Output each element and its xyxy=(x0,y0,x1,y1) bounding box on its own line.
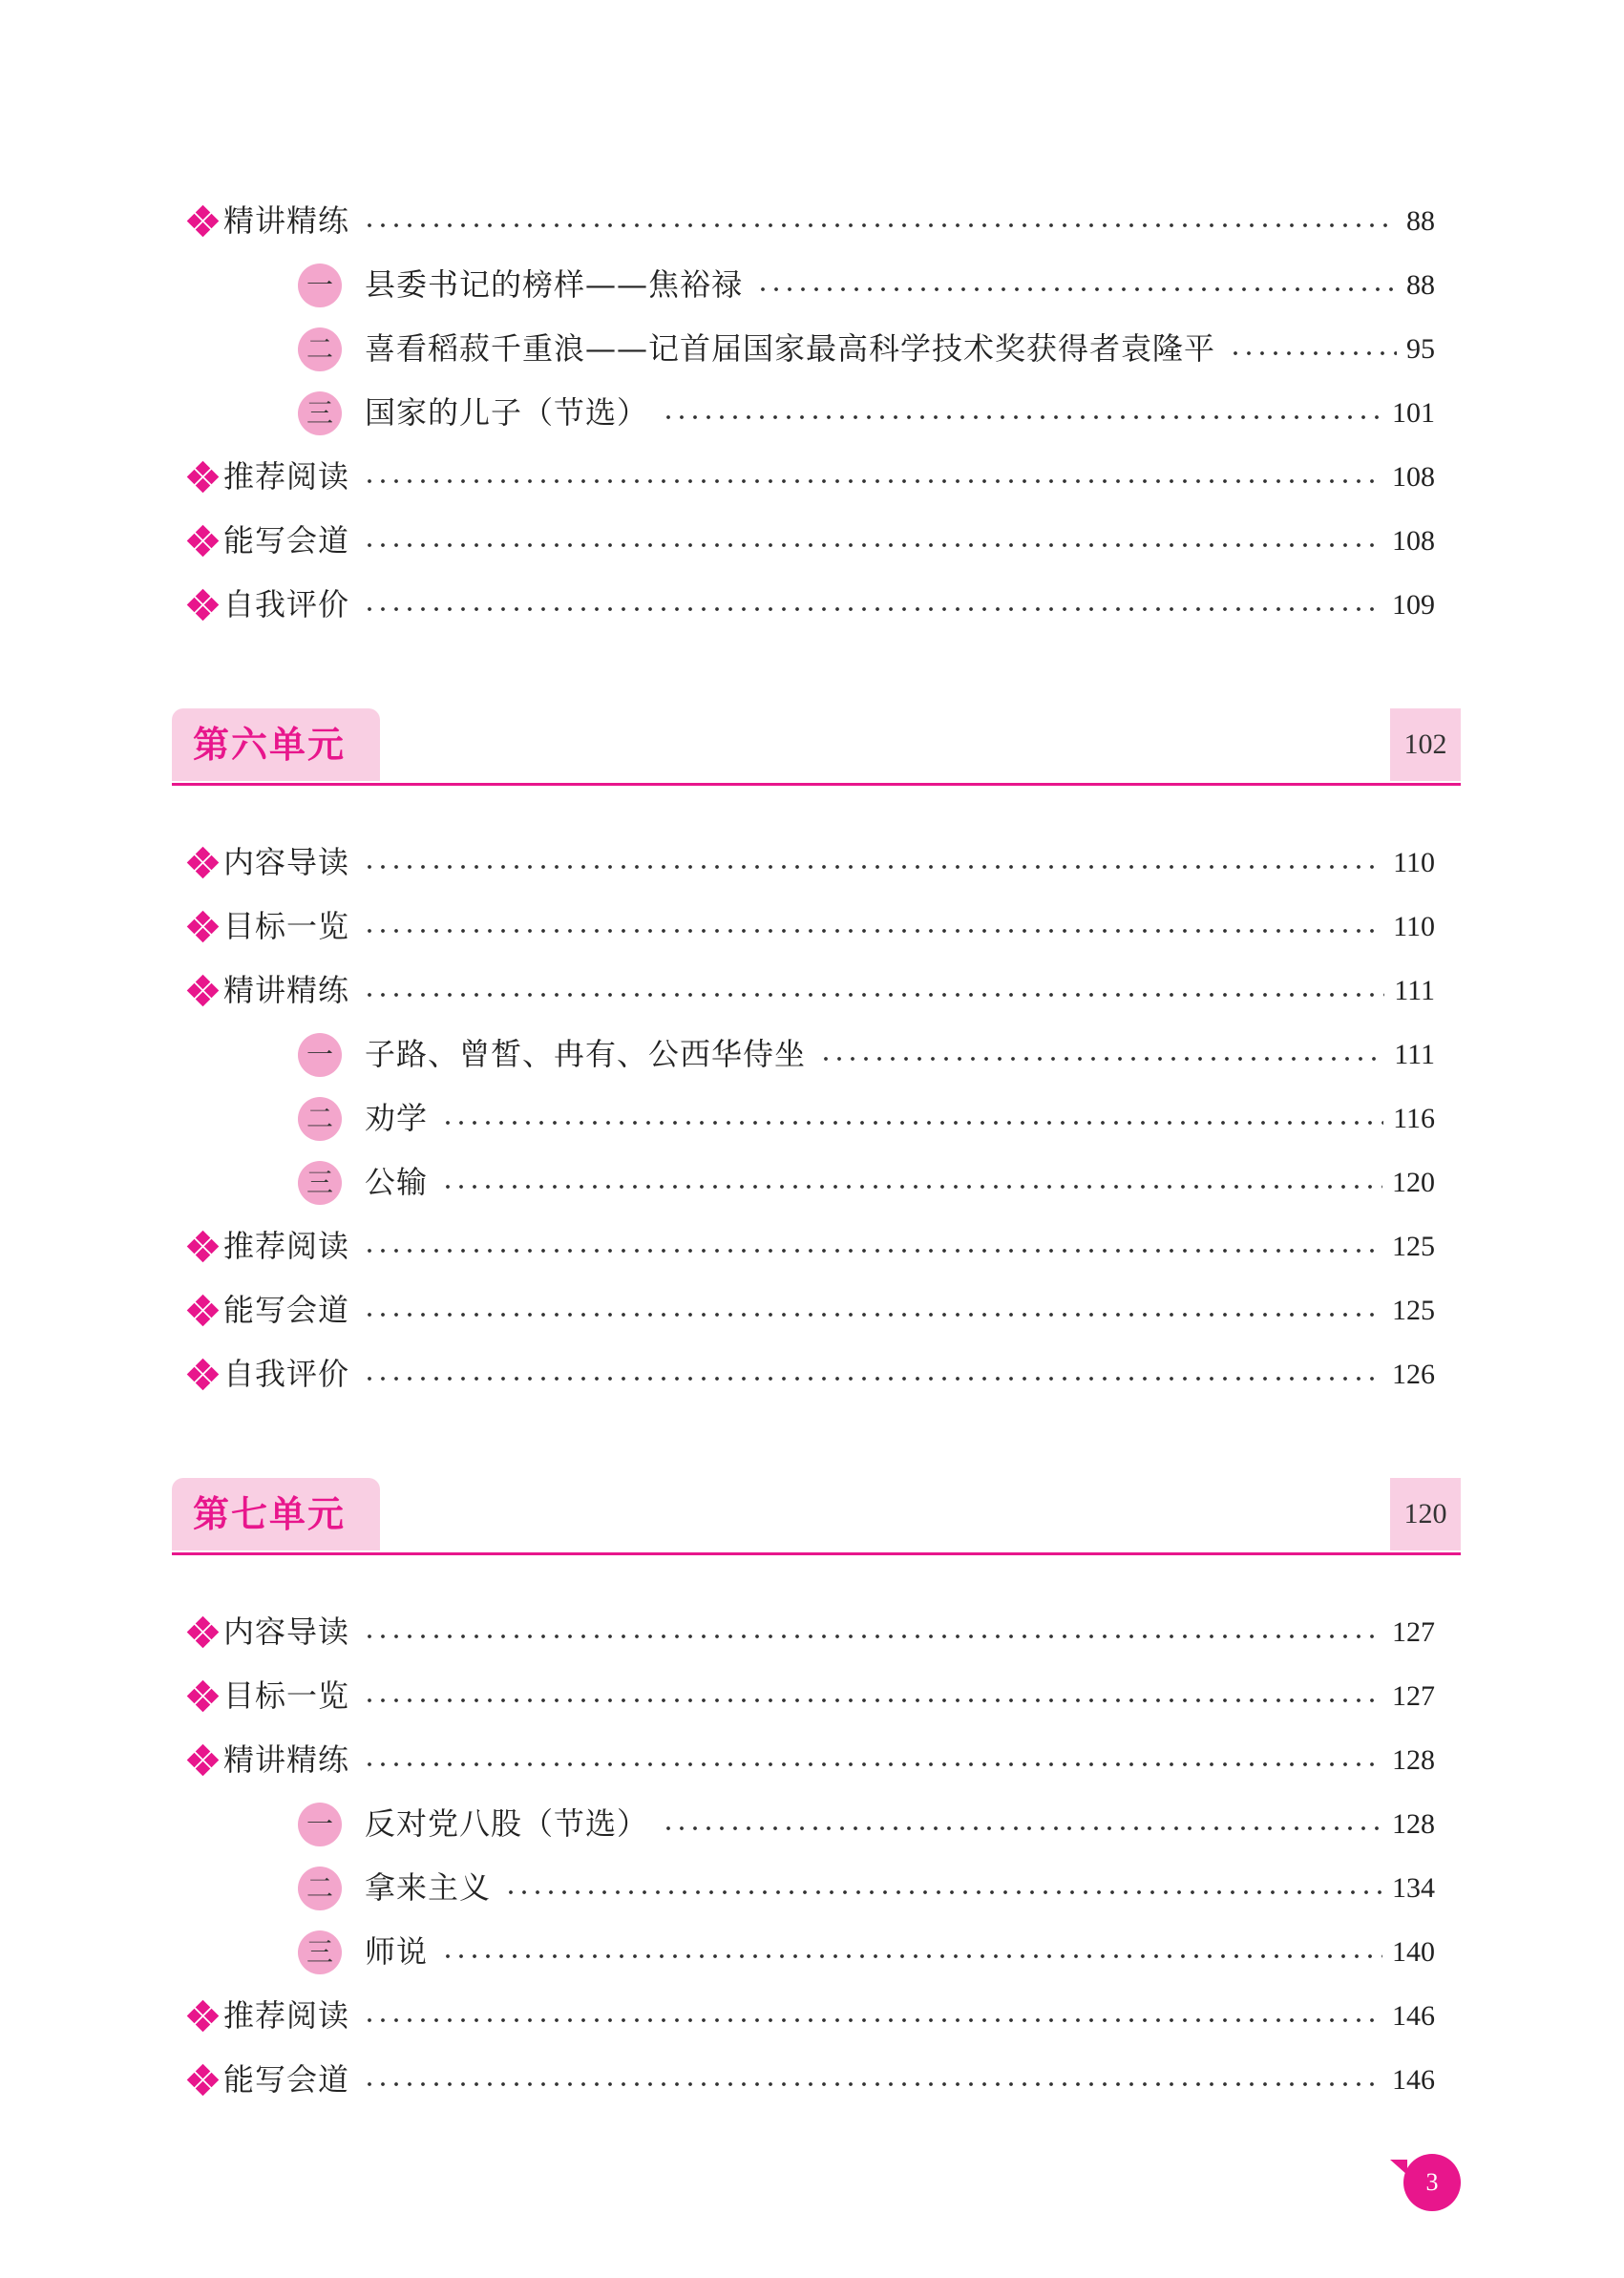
toc-entry-page: 108 xyxy=(1392,461,1435,493)
toc-entry-page: 127 xyxy=(1392,1616,1435,1648)
toc-entry-title: 目标一览 xyxy=(223,1677,350,1714)
dot-leader xyxy=(441,1952,1382,1960)
lesson-number-circle: 二 xyxy=(298,1097,342,1141)
toc-entry-page: 120 xyxy=(1392,1167,1435,1198)
dot-leader xyxy=(363,1375,1382,1382)
toc-entry-title: 能写会道 xyxy=(223,1292,350,1328)
lesson-number-circle: 三 xyxy=(298,1161,342,1205)
toc-entry-page: 111 xyxy=(1394,1039,1435,1070)
dot-leader xyxy=(819,1055,1384,1063)
dot-leader xyxy=(363,2080,1382,2088)
diamond-bullet-icon xyxy=(187,975,220,1007)
toc-entry-page: 95 xyxy=(1406,333,1435,365)
toc-entry-page: 101 xyxy=(1392,397,1435,429)
toc-entry[interactable] xyxy=(0,1150,1435,1214)
diamond-bullet-icon xyxy=(187,2064,220,2097)
toc-section-unit6 xyxy=(0,831,1624,1406)
diamond-bullet-icon xyxy=(187,911,220,943)
toc-entry-title: 县委书记的榜样——焦裕禄 xyxy=(365,266,744,303)
toc-entry-title: 能写会道 xyxy=(223,522,350,559)
toc-entry[interactable] xyxy=(0,1792,1435,1856)
dot-leader xyxy=(504,1888,1382,1896)
toc-entry-page: 126 xyxy=(1392,1359,1435,1390)
toc-entry-page: 128 xyxy=(1392,1808,1435,1840)
toc-entry[interactable] xyxy=(0,1856,1435,1920)
dot-leader xyxy=(363,1697,1382,1704)
dot-leader xyxy=(363,1247,1382,1255)
toc-entry-page: 111 xyxy=(1394,975,1435,1006)
toc-list xyxy=(0,1600,1624,2112)
diamond-bullet-icon xyxy=(187,1295,220,1327)
toc-entry-page: 146 xyxy=(1392,2064,1435,2096)
unit-page-number: 102 xyxy=(1403,728,1447,760)
toc-entry[interactable] xyxy=(0,381,1435,445)
toc-entry-title: 精讲精练 xyxy=(223,972,350,1008)
toc-entry-title: 精讲精练 xyxy=(223,202,350,239)
toc-entry[interactable] xyxy=(0,1664,1435,1728)
dot-leader xyxy=(363,1633,1382,1640)
toc-entry-title: 推荐阅读 xyxy=(223,1228,350,1264)
dot-leader xyxy=(756,285,1397,293)
lesson-number-circle: 一 xyxy=(298,1033,342,1077)
toc-entry-page: 125 xyxy=(1392,1231,1435,1262)
unit-header-6 xyxy=(172,708,1461,791)
toc-entry-title: 喜看稻菽千重浪——记首届国家最高科学技术奖获得者袁隆平 xyxy=(365,330,1216,367)
page-number: 3 xyxy=(1425,2168,1439,2196)
toc-entry-title: 推荐阅读 xyxy=(223,458,350,495)
dot-leader xyxy=(363,1311,1382,1318)
unit-page-number: 120 xyxy=(1403,1498,1447,1529)
toc-entry-title: 国家的儿子（节选） xyxy=(365,394,649,431)
toc-entry-title: 反对党八股（节选） xyxy=(365,1805,649,1842)
toc-entry[interactable] xyxy=(0,253,1435,317)
toc-entry-page: 88 xyxy=(1406,205,1435,237)
toc-entry-title: 自我评价 xyxy=(223,1356,350,1392)
unit-title: 第七单元 xyxy=(193,1493,347,1535)
diamond-bullet-icon xyxy=(187,847,220,879)
lesson-number-circle: 二 xyxy=(298,327,342,371)
unit-divider-line xyxy=(172,783,1461,786)
toc-entry-title: 子路、曾皙、冉有、公西华侍坐 xyxy=(365,1036,807,1072)
toc-entry[interactable] xyxy=(0,895,1435,959)
diamond-bullet-icon xyxy=(187,589,220,622)
lesson-number-circle: 三 xyxy=(298,1930,342,1974)
toc-section-continued xyxy=(0,189,1624,637)
toc-entry[interactable] xyxy=(0,445,1435,509)
dot-leader xyxy=(363,991,1384,999)
diamond-bullet-icon xyxy=(187,2000,220,2033)
lesson-number-circle: 三 xyxy=(298,391,342,435)
toc-entry-page: 146 xyxy=(1392,2000,1435,2032)
toc-entry-title: 内容导读 xyxy=(223,844,350,880)
lesson-number-circle: 二 xyxy=(298,1867,342,1910)
dot-leader xyxy=(363,605,1382,613)
diamond-bullet-icon xyxy=(187,1744,220,1777)
toc-entry-title: 推荐阅读 xyxy=(223,1997,350,2034)
toc-entry-page: 110 xyxy=(1393,847,1435,878)
toc-list xyxy=(0,189,1624,637)
dot-leader xyxy=(363,927,1383,935)
dot-leader xyxy=(1229,349,1397,357)
toc-entry-page: 127 xyxy=(1392,1680,1435,1712)
dot-leader xyxy=(363,477,1382,485)
toc-entry-title: 内容导读 xyxy=(223,1614,350,1650)
dot-leader xyxy=(363,221,1397,229)
toc-entry[interactable] xyxy=(0,1023,1435,1086)
toc-entry-page: 134 xyxy=(1392,1872,1435,1904)
toc-entry-title: 精讲精练 xyxy=(223,1741,350,1778)
toc-entry[interactable] xyxy=(0,1342,1435,1406)
dot-leader xyxy=(363,1761,1382,1768)
toc-entry-page: 109 xyxy=(1392,589,1435,621)
dot-leader xyxy=(662,413,1382,421)
diamond-bullet-icon xyxy=(187,1359,220,1391)
toc-entry[interactable] xyxy=(0,1278,1435,1342)
toc-entry[interactable] xyxy=(0,573,1435,637)
dot-leader xyxy=(441,1183,1382,1191)
unit-header-7 xyxy=(172,1478,1461,1560)
toc-entry[interactable] xyxy=(0,509,1435,573)
toc-entry-title: 公输 xyxy=(365,1164,429,1200)
toc-entry[interactable] xyxy=(0,1214,1435,1278)
dot-leader xyxy=(363,541,1382,549)
diamond-bullet-icon xyxy=(187,525,220,558)
toc-entry-title: 拿来主义 xyxy=(365,1869,492,1906)
toc-entry[interactable] xyxy=(0,1984,1435,2048)
toc-entry[interactable] xyxy=(0,1086,1435,1150)
diamond-bullet-icon xyxy=(187,1680,220,1713)
unit-divider-line xyxy=(172,1552,1461,1555)
toc-entry-title: 师说 xyxy=(365,1933,429,1970)
toc-entry-page: 140 xyxy=(1392,1936,1435,1968)
toc-entry-page: 125 xyxy=(1392,1295,1435,1326)
dot-leader xyxy=(363,863,1383,871)
toc-entry[interactable] xyxy=(0,1920,1435,1984)
toc-entry[interactable] xyxy=(0,189,1435,253)
toc-entry[interactable] xyxy=(0,959,1435,1023)
toc-entry-page: 108 xyxy=(1392,525,1435,557)
toc-entry-title: 劝学 xyxy=(365,1100,429,1136)
toc-entry-title: 目标一览 xyxy=(223,908,350,944)
lesson-number-circle: 一 xyxy=(298,264,342,307)
toc-entry-page: 128 xyxy=(1392,1744,1435,1776)
dot-leader xyxy=(363,2016,1382,2024)
toc-entry[interactable] xyxy=(0,1728,1435,1792)
diamond-bullet-icon xyxy=(187,461,220,494)
dot-leader xyxy=(662,1825,1382,1832)
diamond-bullet-icon xyxy=(187,1231,220,1263)
toc-entry[interactable] xyxy=(0,831,1435,895)
lesson-number-circle: 一 xyxy=(298,1803,342,1846)
toc-entry-page: 88 xyxy=(1406,269,1435,301)
toc-list xyxy=(0,831,1624,1406)
toc-entry-title: 能写会道 xyxy=(223,2061,350,2098)
dot-leader xyxy=(441,1119,1383,1127)
toc-entry-title: 自我评价 xyxy=(223,586,350,622)
diamond-bullet-icon xyxy=(187,205,220,238)
diamond-bullet-icon xyxy=(187,1616,220,1649)
toc-entry[interactable] xyxy=(0,2048,1435,2112)
toc-entry-page: 110 xyxy=(1393,911,1435,942)
toc-entry[interactable] xyxy=(0,1600,1435,1664)
toc-section-unit7 xyxy=(0,1600,1624,2112)
toc-entry[interactable] xyxy=(0,317,1435,381)
unit-title: 第六单元 xyxy=(193,724,347,766)
toc-entry-page: 116 xyxy=(1393,1103,1435,1134)
